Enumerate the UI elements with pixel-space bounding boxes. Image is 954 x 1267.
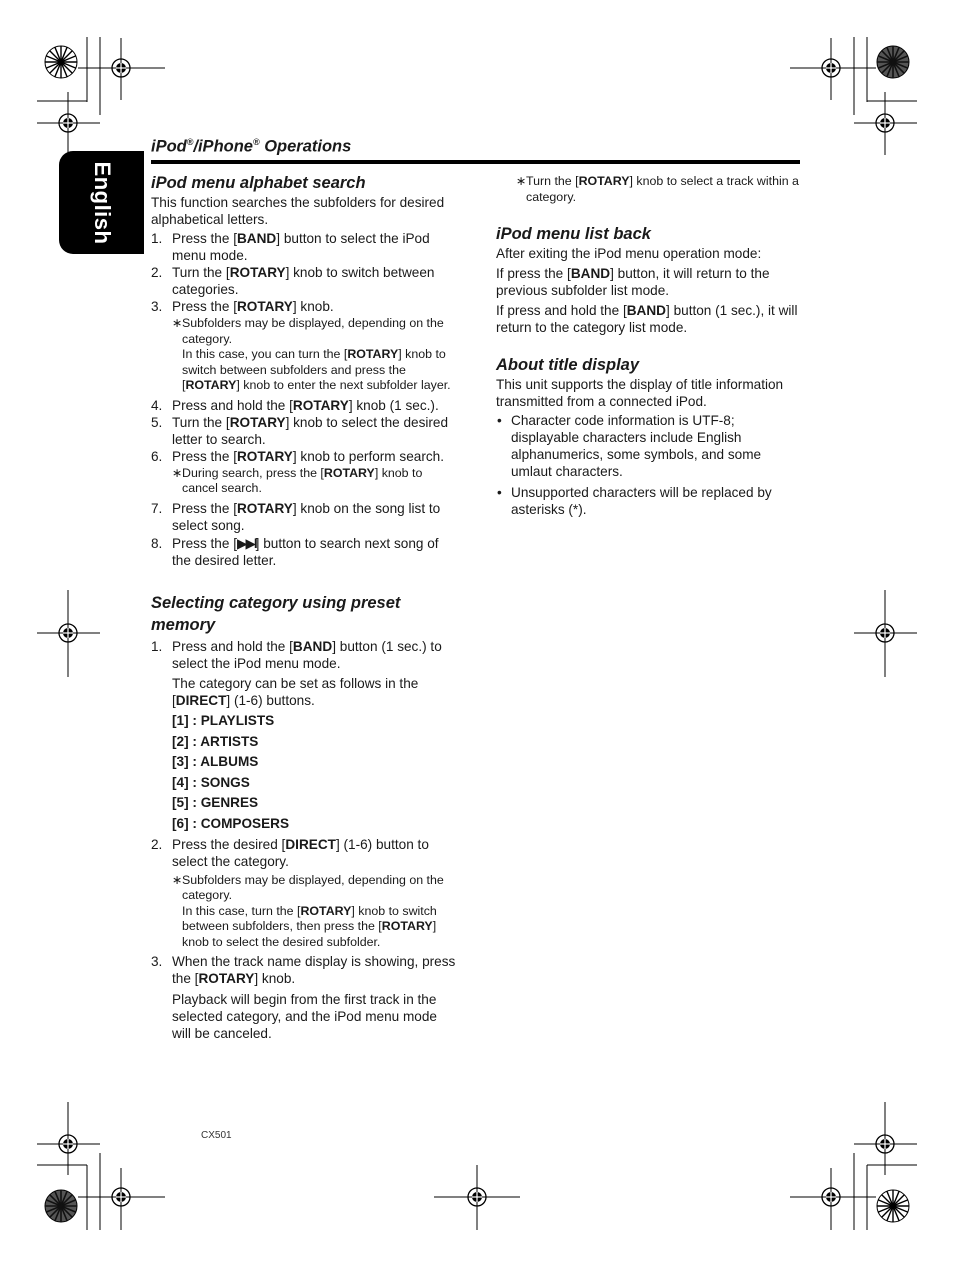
category-item: [2] : ARTISTS [172,733,259,749]
preset-steps [151,638,456,1043]
right-column [496,172,801,522]
list-back-text: After exiting the iPod menu operation mode: [496,246,762,261]
page-header: iPod®/iPhone® Operations [151,137,352,156]
step: 6. Press the [ROTARY] knob to perform search. ∗ During search, press the [ROTARY] knob to cancel search. [151,448,456,497]
section-title-preset-memory: Selecting category using preset memory [151,593,401,634]
language-tab-label: English [89,161,115,244]
section-title-alphabet-search: iPod menu alphabet search [151,174,366,192]
step: 1. Press the [BAND] button to select the iPod menu mode. [151,231,430,263]
note: ∗ Subfolders may be displayed, depending on the category. In this case, turn the [ROTARY] knob to switch between subfolders, then press the [ROTARY] knob to select the desired subfolder. [172,872,444,949]
step: 3. Press the [ROTARY] knob. ∗ Subfolders may be displayed, depending on the category. In this case, you can turn the [ROTARY] knob to switch between subfolders and press the [ROTARY] knob to enter the next subfolder layer. [151,298,456,394]
step: 1. Press and hold the [BAND] button (1 sec.) to select the iPod menu mode. The category can be set as follows in the [DIRECT] (1-6) buttons. [1] : PLAYLISTS [2] : ARTISTS [3] : ALBUMS [4] : SONGS [5] : GENRES [6] : COMPOSERS [151,638,456,832]
list-item: • Unsupported characters will be replaced by asterisks (*). [497,485,772,517]
language-tab [59,151,144,254]
step: 3. When the track name display is showing, press the [ROTARY] knob. Playback will begin from the first track in the selected category, and the iPod menu mode will be canceled. [151,954,456,1041]
category-item: [1] : PLAYLISTS [172,713,275,728]
section-title-title-display: About title display [496,356,640,374]
title-display-text: This unit supports the display of title information transmitted from a connected iPod. [496,377,784,409]
step: 2. Press the desired [DIRECT] (1-6) button to select the category. ∗ Subfolders may be displayed, depending on the category. In this case, turn the [ROTARY] knob to switch between subfolders, then press the [ROTARY] knob to select the desired subfolder. [151,836,456,951]
alphabet-steps [151,230,456,569]
note: ∗ Turn the [ROTARY] knob to select a track within a category. [516,174,799,204]
list-back-text: If press and hold the [BAND] button (1 sec.), it will return to the category list mode. [496,303,798,335]
alphabet-intro: This function searches the subfolders for desired alphabetical letters. [151,195,445,227]
step: 2. Turn the [ROTARY] knob to switch between categories. [151,265,435,297]
step: 5. Turn the [ROTARY] knob to select the desired letter to search. [151,414,449,447]
title-display-bullets [496,412,801,518]
category-item: [3] : ALBUMS [172,754,259,769]
note: ∗ Subfolders may be displayed, depending on the category. In this case, you can turn the [ROTARY] knob to switch between subfolders and press the [ROTARY] knob to enter the next subfolder layer. [172,316,451,392]
category-item: [4] : SONGS [172,774,250,790]
left-column [151,172,456,1042]
section-title-list-back: iPod menu list back [496,225,651,243]
category-item: [6] : COMPOSERS [172,815,290,831]
note: ∗ During search, press the [ROTARY] knob to cancel search. [172,465,423,495]
model-number: CX501 [201,1130,232,1141]
list-item: • Character code information is UTF-8; displayable characters include English alphanumerics, some symbols, and some umlaut characters. [497,413,762,479]
step: 4. Press and hold the [ROTARY] knob (1 sec.). [151,397,439,413]
next-track-icon: ▶▶I [236,535,256,551]
step: 8. Press the [▶▶I] button to search next song of the desired letter. [151,535,439,568]
step: 7. Press the [ROTARY] knob on the song list to select song. [151,500,441,533]
category-item: [5] : GENRES [172,795,259,810]
list-back-text: If press the [BAND] button, it will return to the previous subfolder list mode. [496,266,770,298]
header-rule [151,160,800,164]
